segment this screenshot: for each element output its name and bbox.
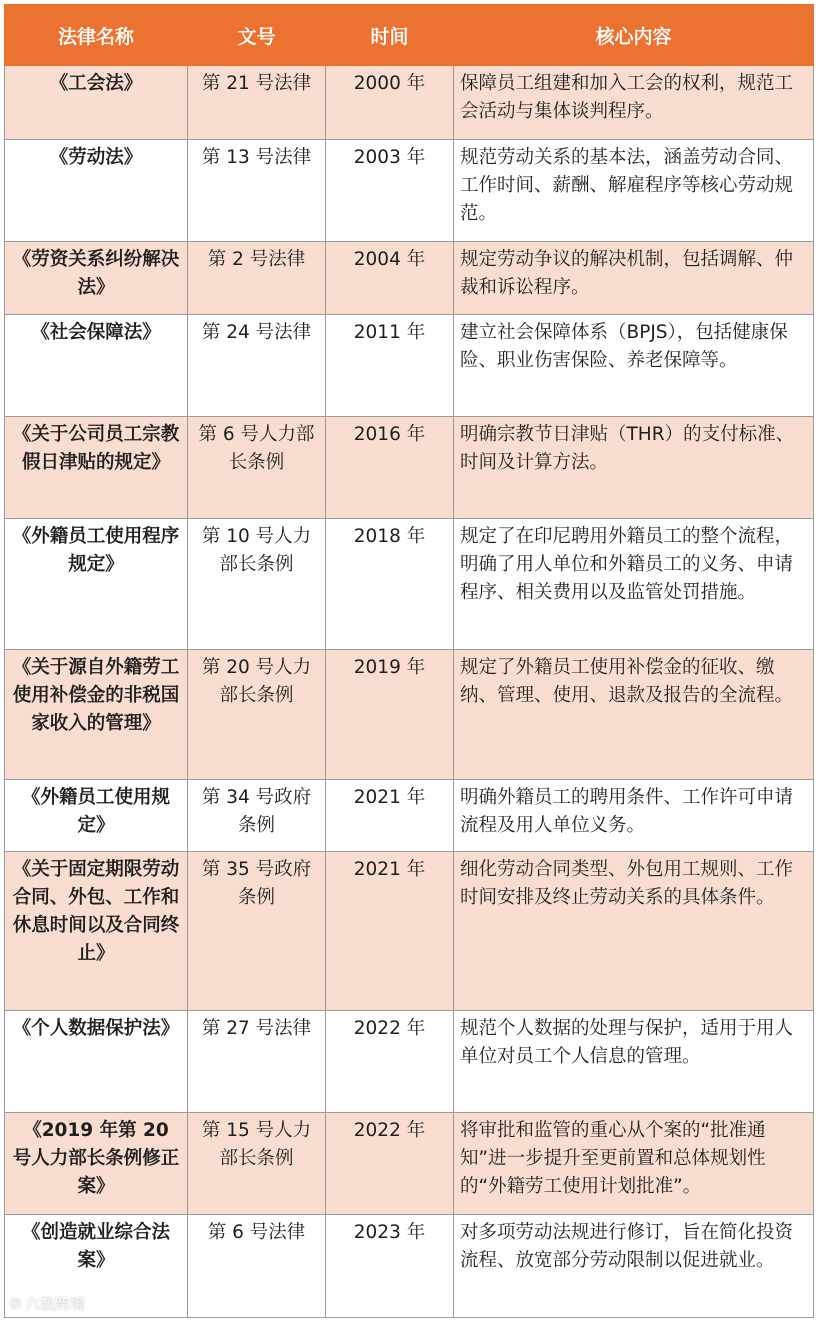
core-content-cell: 建立社会保障体系（BPJS），包括健康保险、职业伤害保险、养老保障等。 bbox=[454, 315, 814, 417]
year-cell: 2019 年 bbox=[326, 650, 454, 780]
law-name-cell: 《2019 年第 20 号人力部长条例修正案》 bbox=[5, 1113, 188, 1215]
core-content-cell: 规定了在印尼聘用外籍员工的整个流程，明确了用人单位和外籍员工的义务、申请程序、相关费用以及监管处罚措施。 bbox=[454, 519, 814, 650]
doc-number-cell: 第 20 号人力部长条例 bbox=[188, 650, 326, 780]
watermark bbox=[8, 1293, 85, 1314]
law-name-cell: 《社会保障法》 bbox=[5, 315, 188, 417]
core-content-cell: 对多项劳动法规进行修订，旨在简化投资流程、放宽部分劳动限制以促进就业。 bbox=[454, 1215, 814, 1318]
core-content-cell: 保障员工组建和加入工会的权利，规范工会活动与集体谈判程序。 bbox=[454, 66, 814, 140]
table-row bbox=[5, 417, 814, 519]
year-cell: 2011 年 bbox=[326, 315, 454, 417]
core-content-cell: 明确外籍员工的聘用条件、工作许可申请流程及用人单位义务。 bbox=[454, 780, 814, 852]
table-row bbox=[5, 519, 814, 650]
table-row bbox=[5, 852, 814, 1011]
table-row bbox=[5, 140, 814, 242]
table-row bbox=[5, 66, 814, 140]
law-name-cell: 《关于公司员工宗教假日津贴的规定》 bbox=[5, 417, 188, 519]
doc-number-cell: 第 21 号法律 bbox=[188, 66, 326, 140]
core-content-cell: 规定劳动争议的解决机制，包括调解、仲裁和诉讼程序。 bbox=[454, 242, 814, 315]
table-row bbox=[5, 650, 814, 780]
law-name-cell: 《劳资关系纠纷解决法》 bbox=[5, 242, 188, 315]
table-row bbox=[5, 1113, 814, 1215]
core-content-cell: 规定了外籍员工使用补偿金的征收、缴纳、管理、使用、退款及报告的全流程。 bbox=[454, 650, 814, 780]
table-row bbox=[5, 1215, 814, 1318]
law-name-cell: 《劳动法》 bbox=[5, 140, 188, 242]
doc-number-cell: 第 10 号人力部长条例 bbox=[188, 519, 326, 650]
core-content-cell: 将审批和监管的重心从个案的“批准通知”进一步提升至更前置和总体规划性的“外籍劳工使用计划批准”。 bbox=[454, 1113, 814, 1215]
year-cell: 2018 年 bbox=[326, 519, 454, 650]
year-cell: 2021 年 bbox=[326, 852, 454, 1011]
table-row bbox=[5, 780, 814, 852]
doc-number-cell: 第 35 号政府条例 bbox=[188, 852, 326, 1011]
table-row bbox=[5, 1011, 814, 1113]
doc-number-cell: 第 34 号政府条例 bbox=[188, 780, 326, 852]
year-cell: 2021 年 bbox=[326, 780, 454, 852]
year-cell: 2003 年 bbox=[326, 140, 454, 242]
law-name-cell: 《关于源自外籍劳工使用补偿金的非税国家收入的管理》 bbox=[5, 650, 188, 780]
header-core-content: 核心内容 bbox=[454, 5, 814, 66]
year-cell: 2022 年 bbox=[326, 1011, 454, 1113]
doc-number-cell: 第 15 号人力部长条例 bbox=[188, 1113, 326, 1215]
header-year: 时间 bbox=[326, 5, 454, 66]
law-table bbox=[4, 4, 814, 1318]
doc-number-cell: 第 13 号法律 bbox=[188, 140, 326, 242]
year-cell: 2022 年 bbox=[326, 1113, 454, 1215]
core-content-cell: 规范个人数据的处理与保护，适用于用人单位对员工个人信息的管理。 bbox=[454, 1011, 814, 1113]
year-cell: 2004 年 bbox=[326, 242, 454, 315]
core-content-cell: 明确宗教节日津贴（THR）的支付标准、时间及计算方法。 bbox=[454, 417, 814, 519]
table-row bbox=[5, 242, 814, 315]
core-content-cell: 规范劳动关系的基本法，涵盖劳动合同、工作时间、薪酬、解雇程序等核心劳动规范。 bbox=[454, 140, 814, 242]
law-name-cell: 《外籍员工使用程序规定》 bbox=[5, 519, 188, 650]
doc-number-cell: 第 27 号法律 bbox=[188, 1011, 326, 1113]
header-law-name: 法律名称 bbox=[5, 5, 188, 66]
header-doc-number: 文号 bbox=[188, 5, 326, 66]
core-content-cell: 细化劳动合同类型、外包用工规则、工作时间安排及终止劳动关系的具体条件。 bbox=[454, 852, 814, 1011]
year-cell: 2016 年 bbox=[326, 417, 454, 519]
law-name-cell: 《个人数据保护法》 bbox=[5, 1011, 188, 1113]
doc-number-cell: 第 2 号法律 bbox=[188, 242, 326, 315]
law-name-cell: 《工会法》 bbox=[5, 66, 188, 140]
table-header-row bbox=[5, 5, 814, 66]
year-cell: 2023 年 bbox=[326, 1215, 454, 1318]
doc-number-cell: 第 6 号人力部长条例 bbox=[188, 417, 326, 519]
doc-number-cell: 第 6 号法律 bbox=[188, 1215, 326, 1318]
table-row bbox=[5, 315, 814, 417]
wechat-logo-icon: ℗ bbox=[8, 1295, 23, 1313]
year-cell: 2000 年 bbox=[326, 66, 454, 140]
law-name-cell: 《关于固定期限劳动合同、外包、工作和休息时间以及合同终止》 bbox=[5, 852, 188, 1011]
law-name-cell: 《外籍员工使用规定》 bbox=[5, 780, 188, 852]
watermark-text: 六数跨境 bbox=[25, 1295, 86, 1313]
law-name-cell: 《创造就业综合法案》 bbox=[5, 1215, 188, 1318]
doc-number-cell: 第 24 号法律 bbox=[188, 315, 326, 417]
